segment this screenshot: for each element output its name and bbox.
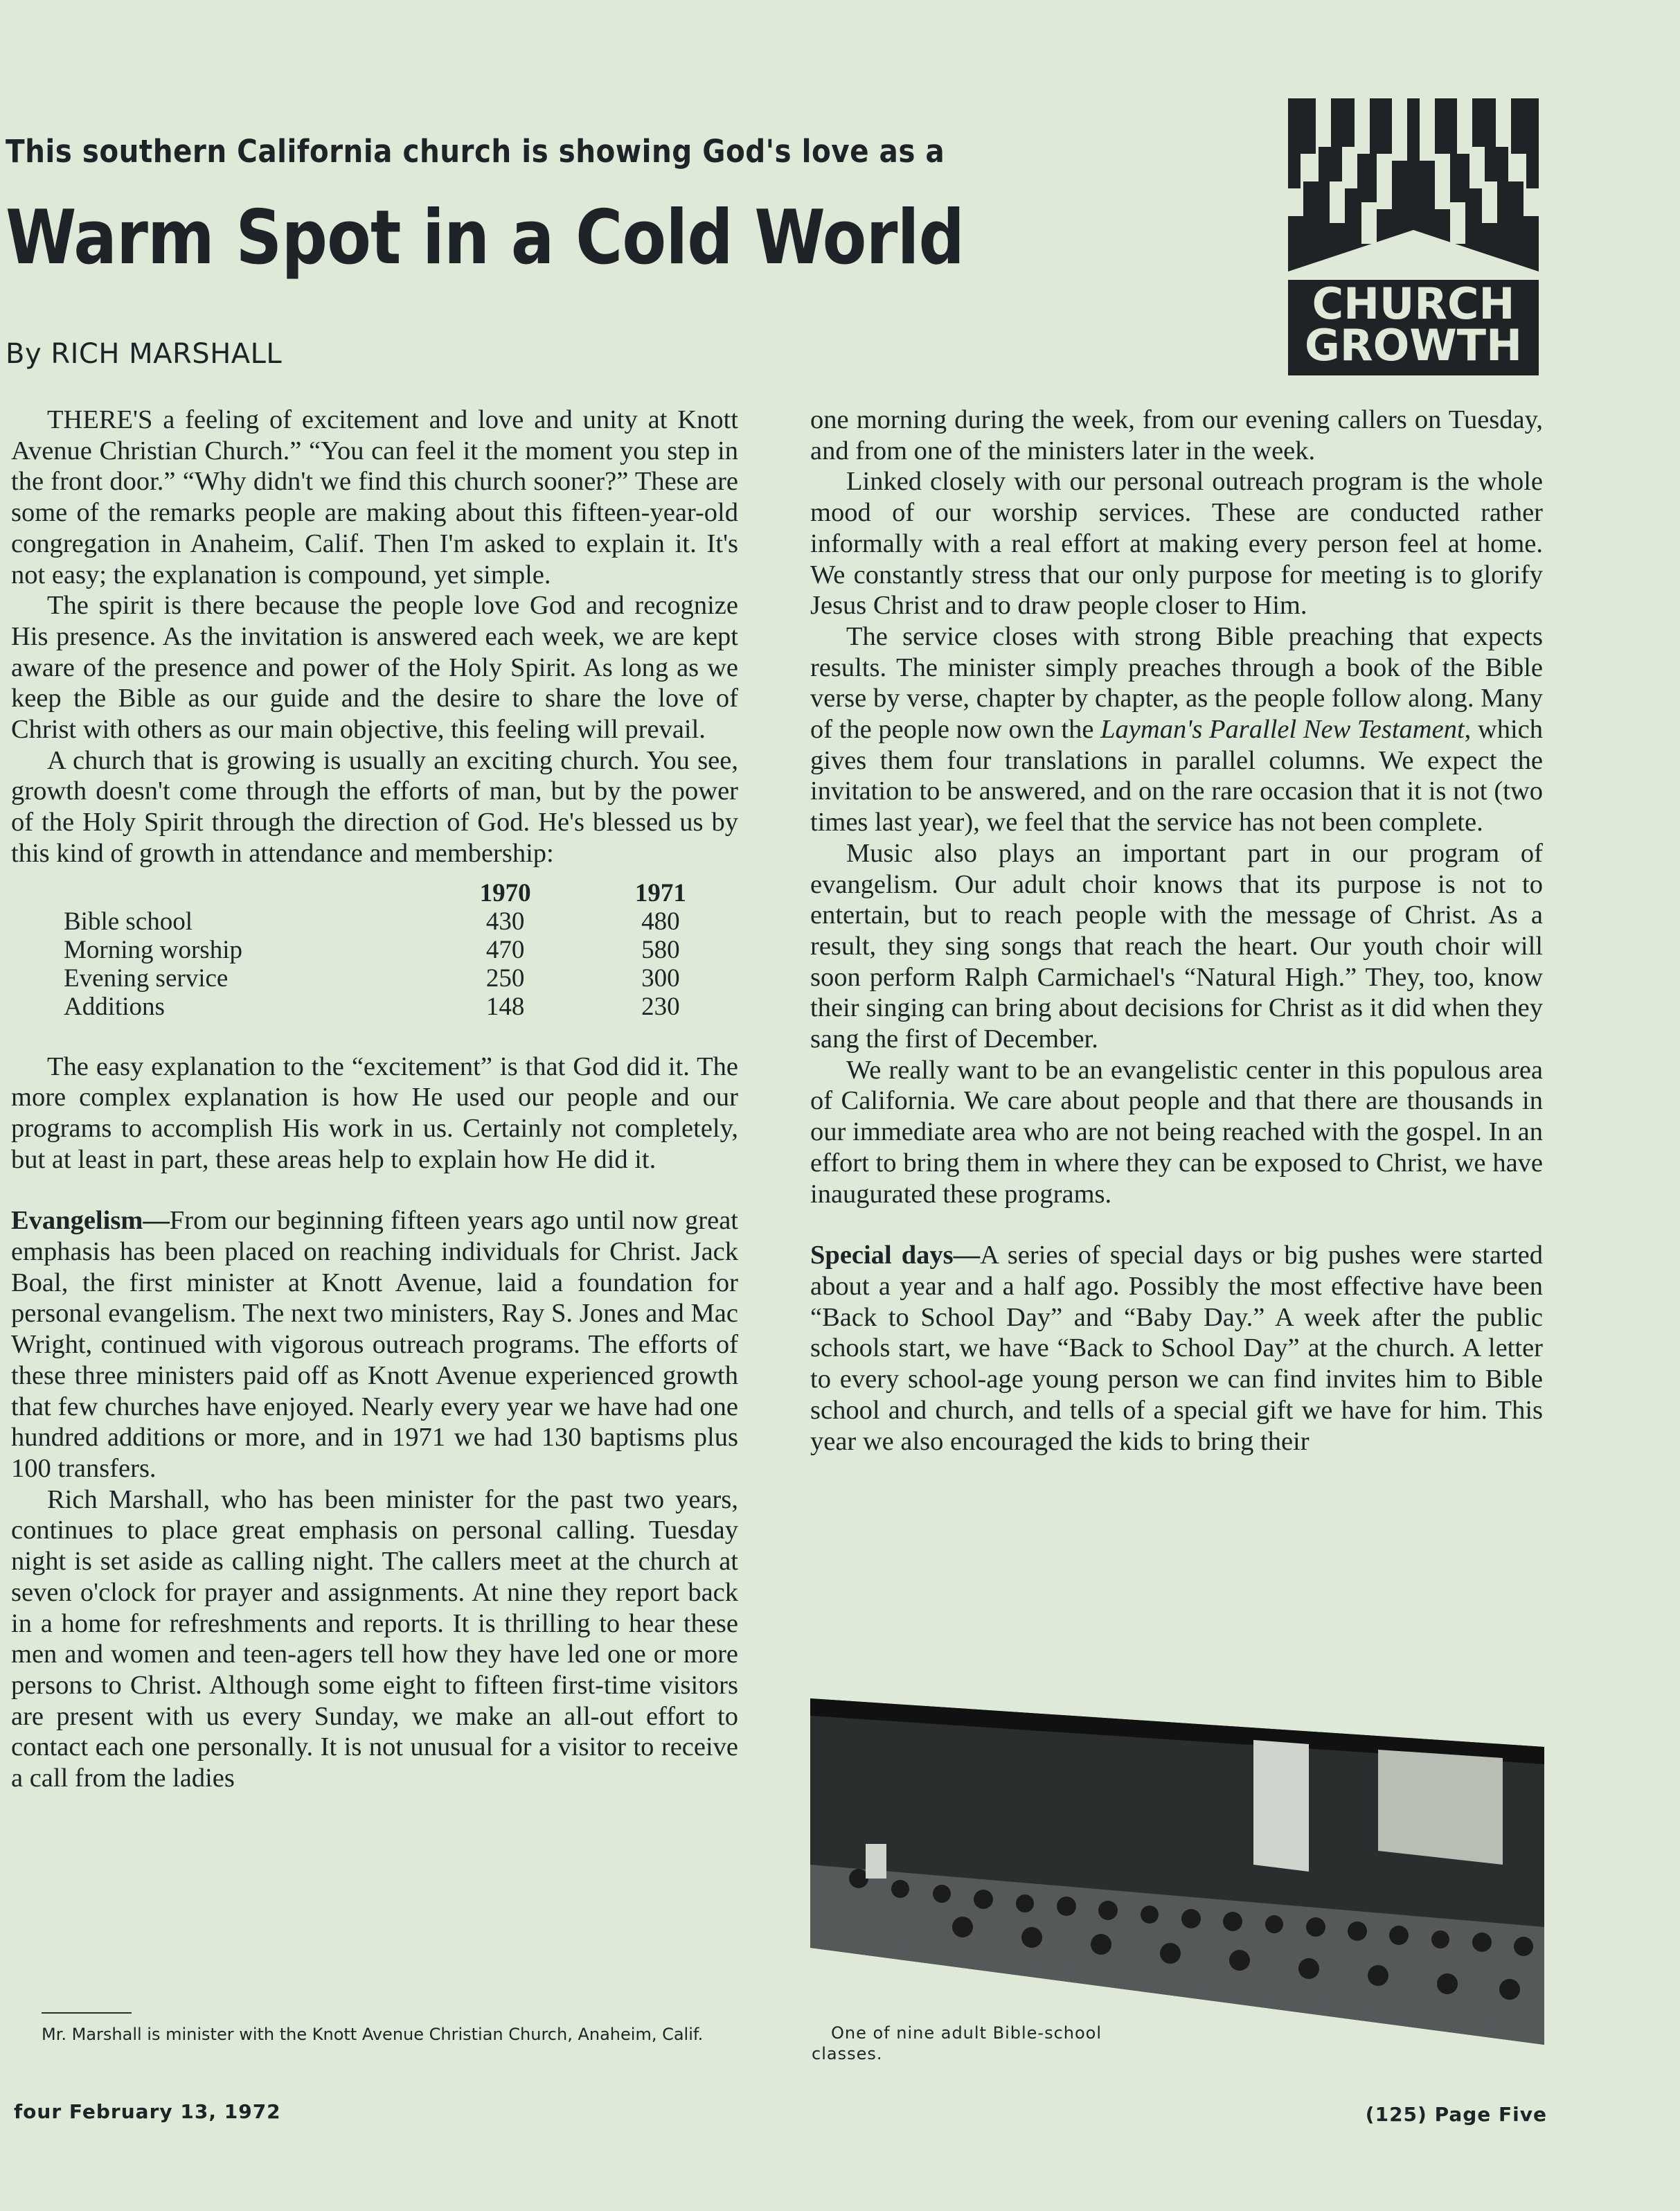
- table-row: [64, 993, 738, 1021]
- article-title: Warm Spot in a Cold World: [6, 195, 965, 281]
- evangelism-section: [11, 1205, 738, 1484]
- evangelism-text: From our beginning fifteen years ago until now great emphasis has been placed on reaching individuals for Christ. Jack Boal, the first minister at Knott Avenue, laid a foundation for personal evangelism. The next two ministers, Ray S. Jones and Mac Wright, continued with vigorous outreach programs. The efforts of these three ministers paid off as Knott Avenue experienced growth that few churches have enjoyed. Nearly every year we have had one hundred additions or more, and in 1971 we had 130 baptisms plus 100 transfers.: [11, 1206, 738, 1483]
- article-byline: By RICH MARSHALL: [6, 338, 283, 370]
- footer-page-number: (125) Page Five: [1365, 2103, 1547, 2126]
- right-column: [810, 405, 1543, 1457]
- left-paragraph-3: A church that is growing is usually an exciting church. You see, growth doesn't come through the efforts of man, but by the power of the Holy Spirit through the direction of God. He's blessed us by this kind of growth in attendance and membership:: [11, 745, 738, 868]
- left-paragraph-6: Rich Marshall, who has been minister for the past two years, continues to place great emphasis on personal calling. Tuesday night is set aside as calling night. The callers meet at the church at seven o'clock for prayer and assignments. At nine they report back in a home for refreshments and reports. It is thrilling to hear these men and women and teen-agers tell how they have led one or more persons to Christ. Although some eight to fifteen first-time visitors are present with us every Sunday, we make an all-out effort to contact each one personally. It is not unusual for a visitor to receive a call from the ladies: [11, 1484, 738, 1793]
- right-paragraph-2: Linked closely with our personal outreach program is the whole mood of our worship services. These are conducted rather informally with a real effort at making every person feel at home. We constantly stress that our only purpose for meeting is to glorify Jesus Christ and to draw people closer to Him.: [810, 467, 1543, 621]
- footer-date: four February 13, 1972: [14, 2100, 281, 2123]
- photo-window: [1378, 1750, 1503, 1865]
- row-value-1970: 250: [485, 964, 525, 993]
- right-paragraph-3-end: , which gives them four translations in parallel columns. We expect the invitation to be answered, and on the rare occasion that it is not (two times last year), we feel that the service has not been complete.: [810, 715, 1543, 837]
- row-label: Bible school: [64, 907, 193, 936]
- footnote-divider: [42, 2012, 132, 2014]
- photo-caption: One of nine adult Bible-school classes.: [812, 2023, 1102, 2063]
- table-header-1971: 1971: [634, 878, 686, 907]
- book-title: Layman's Parallel New Testament: [1100, 715, 1465, 745]
- row-label: Evening service: [64, 964, 229, 993]
- special-days-section: [810, 1240, 1543, 1457]
- church-growth-logo: [1288, 98, 1539, 375]
- right-paragraph-3-start: The service closes with strong Bible preaching that expects results. The minister simply preaches through a book of the Bible verse by verse, chapter by chapter, as the people follow along. Many of the people now own the: [810, 621, 1543, 745]
- row-value-1970: 148: [485, 992, 525, 1021]
- row-value-1971: 230: [641, 992, 680, 1021]
- row-value-1971: 300: [641, 964, 680, 993]
- row-value-1971: 580: [641, 935, 680, 964]
- special-days-heading: Special days—: [810, 1241, 981, 1270]
- row-value-1971: 480: [641, 907, 680, 936]
- left-column: [11, 405, 738, 1794]
- row-label: Morning worship: [64, 935, 242, 964]
- bible-class-photo: [810, 1698, 1544, 2045]
- author-footnote: Mr. Marshall is minister with the Knott Avenue Christian Church, Anaheim, Calif.: [42, 2025, 704, 2044]
- logo-text-growth: GROWTH: [1305, 320, 1522, 371]
- left-paragraph-2: The spirit is there because the people love God and recognize His presence. As the invitation is answered each week, we are kept aware of the presence and power of the Holy Spirit. As long as we keep the Bible as our guide and the desire to share the love of Christ with others as our main objective, this feeling will prevail.: [11, 591, 738, 745]
- right-paragraph-4: Music also plays an important part in our program of evangelism. Our adult choir knows that its purpose is not to entertain, but to reach people with the message of Christ. As a result, they sing songs that reach the heart. Our youth choir will soon perform Ralph Carmichael's “Natural High.” They, too, know their singing can bring about decisions for Christ as it did when they sang the first of December.: [810, 838, 1543, 1054]
- growth-table: [64, 879, 738, 1021]
- evangelism-heading: Evangelism—: [11, 1206, 170, 1236]
- table-row: [64, 936, 738, 964]
- special-days-text: A series of special days or big pushes were started about a year and a half ago. Possibly the most effective have been “Back to School Day” and “Baby Day.” A week after the public schools start, we have “Back to School Day” at the church. A letter to every school-age young person we can find invites him to Bible school and church, and tells of a special gift we have for him. This year we also encouraged the kids to bring their: [810, 1241, 1543, 1456]
- table-row: [64, 907, 738, 936]
- left-paragraph-1: THERE'S a feeling of excitement and love and unity at Knott Avenue Christian Church.” “You can feel it the moment you step in the front door.” “Why didn't we find this church sooner?” These are some of the remarks people are making about this fifteen-year-old congregation in Anaheim, Calif. Then I'm asked to explain it. It's not easy; the explanation is compound, yet simple.: [11, 405, 738, 589]
- photo-back-wall: [1253, 1740, 1309, 1872]
- right-paragraph-3: [810, 621, 1543, 838]
- right-paragraph-1: one morning during the week, from our evening callers on Tuesday, and from one of the ministers later in the week.: [810, 405, 1543, 465]
- left-paragraph-4: The easy explanation to the “excitement” is that God did it. The more complex explanation is how He used our people and our programs to accomplish His work in us. Certainly not completely, but at least in part, these areas help to explain how He did it.: [11, 1051, 738, 1174]
- right-paragraph-5: We really want to be an evangelistic center in this populous area of California. We care about people and that there are thousands in our immediate area who are not being reached with the gospel. In an effort to bring them in where they can be exposed to Christ, we have inaugurated these programs.: [810, 1055, 1543, 1209]
- row-value-1970: 430: [485, 907, 525, 936]
- photo-lectern: [866, 1844, 886, 1879]
- table-row: [64, 964, 738, 993]
- article-kicker: This southern California church is showing God's love as a: [6, 133, 945, 170]
- table-header-1970: 1970: [479, 878, 531, 907]
- logo-text-church: CHURCH: [1312, 278, 1515, 329]
- row-label: Additions: [64, 992, 165, 1021]
- row-value-1970: 470: [485, 935, 525, 964]
